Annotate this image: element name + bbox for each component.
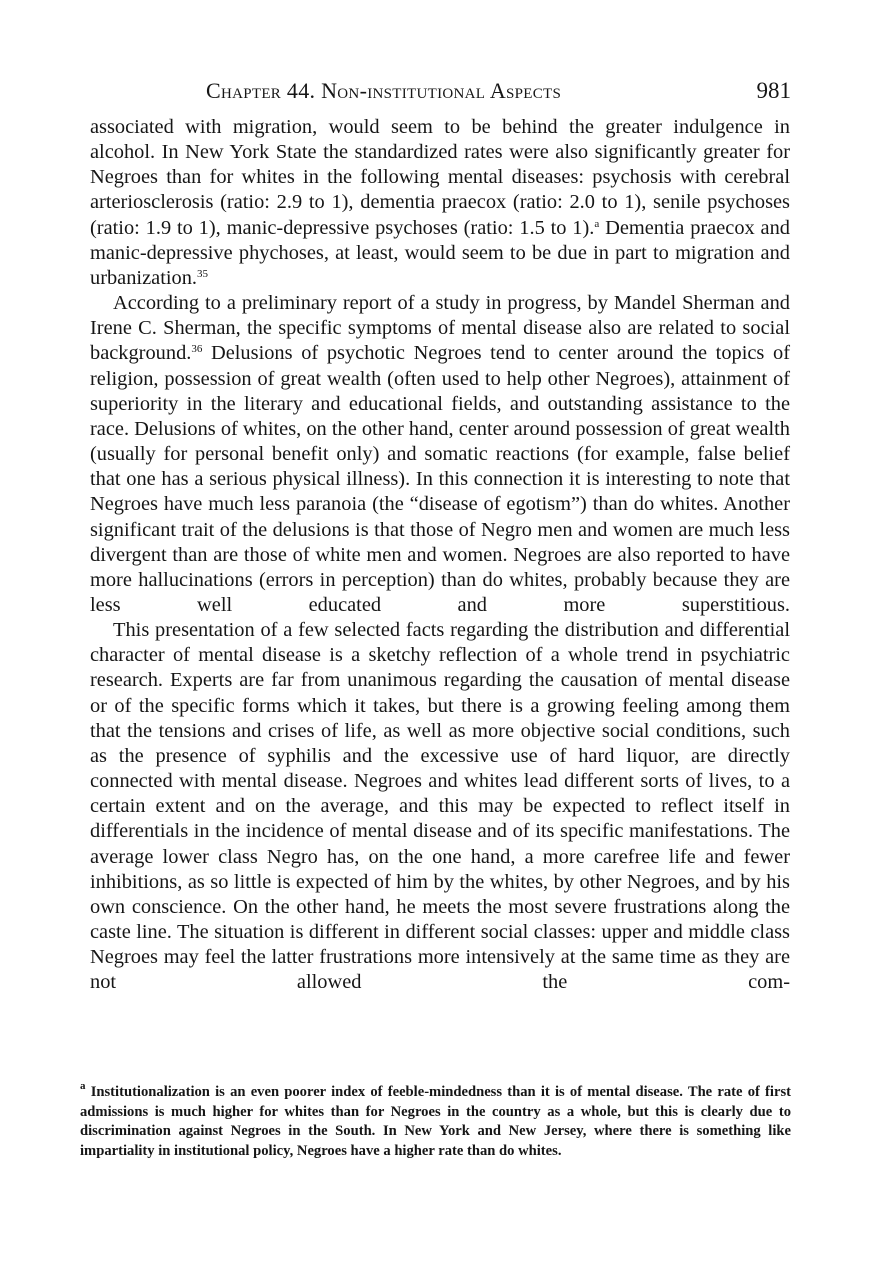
- endnote-ref-35: 35: [197, 267, 209, 280]
- paragraph-2-text-cont: Delusions of psychotic Negroes tend to center around the topics of religion, possession of great wealth (often used to help other Negroes), attainment of superiority in the literary and educational fields, and outstanding assistance to the race. Delusions of whites, on the other hand, center around possession of great wealth (usually for personal benefit only) and somatic reactions (for example, false belief that one has a serious physical illness). In this connection it is interesting to note that Negroes have much less paranoia (the “disease of egotism”) than do whites. Another significant trait of the delusions is that those of Negro men and women are much less divergent than are those of white men and women. Negroes are also reported to have more hallucinations (errors in perception) than do whites, probably because they are less well educated and more superstitious.: [90, 342, 790, 616]
- running-title: Chapter 44. Non-institutional Aspects: [206, 78, 562, 103]
- paragraph-1-text-cont: Dementia praecox and manic-depressive phychoses, at least, would seem to be due in part to migration and urbanization.: [90, 216, 790, 289]
- footnote-text: Institutionalization is an even poorer index of feeble-mindedness than it is of mental disease. The rate of first admissions is much higher for whites than for Negroes in the country as a whole, but this is clearly due to discrimination against Negroes in the South. In New York and New Jersey, where there is something like impartiality in institutional policy, Negroes have a higher rate than do whites.: [80, 1084, 791, 1159]
- paragraph-2-text: According to a preliminary report of a study in progress, by Mandel Sherman and Irene C. Sherman, the specific symptoms of mental disease also are related to social background.: [90, 292, 790, 365]
- footnote: [80, 1080, 791, 1161]
- paragraph-2: [90, 291, 790, 618]
- footnote-marker-a: a: [594, 217, 600, 230]
- paragraph-3: [90, 618, 790, 995]
- endnote-ref-36: 36: [191, 343, 203, 356]
- page-number: 981: [756, 78, 791, 103]
- paragraph-1: [90, 115, 790, 291]
- paragraph-3-text: This presentation of a few selected facts regarding the distribution and differential character of mental disease is a sketchy reflection of a whole trend in psychiatric research. Experts are far from unanimous regarding the causation of mental disease or of the specific forms which it takes, but there is a growing feeling among them that the tensions and crises of life, as well as more objective social conditions, such as the presence of syphilis and the excessive use of hard liquor, are directly connected with mental disease. Negroes and whites lead different sorts of lives, to a certain extent and on the average, and this may be expected to reflect itself in differentials in the incidence of mental disease and of its specific manifestations. The average lower class Negro has, on the one hand, a more carefree life and fewer inhibitions, as so little is expected of him by the whites, by other Negroes, and by his own conscience. On the other hand, he meets the most severe frustrations along the caste line. The situation is different in different social classes: upper and middle class Negroes may feel the latter frustrations more intensively at the same time as they are not allowed the com-: [90, 619, 790, 994]
- paragraph-1-text: associated with migration, would seem to be behind the greater indulgence in alcohol. In New York State the standardized rates were also significantly greater for Negroes than for whites in the following mental diseases: psychosis with cerebral arteriosclerosis (ratio: 2.9 to 1), dementia praecox (ratio: 2.0 to 1), senile psychoses (ratio: 1.9 to 1), manic-depressive psychoses (ratio: 1.5 to 1).: [90, 116, 790, 239]
- body-text: [90, 115, 790, 995]
- running-header: [206, 78, 791, 108]
- footnote-marker: a: [80, 1080, 86, 1092]
